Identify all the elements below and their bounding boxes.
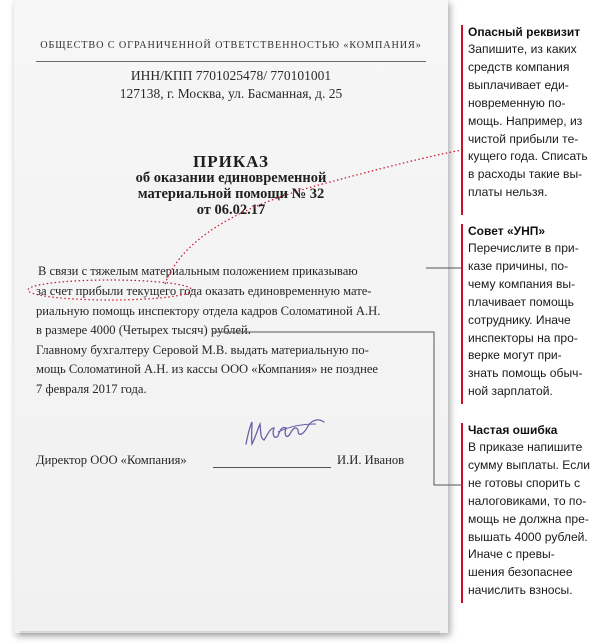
sidebar-note-common-mistake [468, 423, 600, 600]
body-line: за счет прибыли текущего года оказать единовременную мате- [36, 284, 372, 298]
order-document [14, 0, 448, 633]
accent-bar [461, 423, 463, 603]
header-divider [36, 61, 426, 62]
order-subtitle-line: об оказании единовременной [135, 170, 327, 186]
body-line: 7 февраля 2017 года. [36, 382, 147, 396]
signature-name: И.И. Иванов [337, 453, 405, 467]
address-line: 127138, г. Москва, ул. Басманная, д. 25 [119, 86, 343, 101]
order-date: от 06.02.17 [196, 202, 266, 218]
body-line: в размере 4000 (Четырех тысяч) рублей. [36, 323, 251, 337]
sidebar-note-dangerous-requisite [468, 25, 600, 202]
sidebar-note-unp-tip [468, 224, 600, 401]
body-line: Главному бухгалтеру Серовой М.В. выдать материальную по- [36, 343, 369, 357]
signature-position: Директор ООО «Компания» [36, 453, 187, 467]
note-title: Опасный реквизит [468, 25, 581, 39]
signature-image [238, 412, 338, 452]
body-line: риальную помощь инспектору отдела кадров Соломатиной А.Н. [36, 304, 381, 318]
signature-line [213, 467, 331, 468]
note-text: В приказе напишите сумму выплаты. Если не готовы спорить с налоговиками, то по- мощь не должна пре- вышать 4000 рублей. Иначе с превы- шения безопаснее начислить взносы. [468, 440, 591, 598]
accent-bar [461, 25, 463, 215]
order-subtitle-line: материальной помощи № 32 [137, 186, 325, 202]
organization-name: ОБЩЕСТВО С ОГРАНИЧЕННОЙ ОТВЕТСТВЕННОСТЬЮ «КОМПАНИЯ» [40, 40, 422, 51]
body-line: В связи с тяжелым материальным положением приказываю [38, 264, 358, 278]
note-title: Совет «УНП» [468, 224, 546, 238]
order-title: ПРИКАЗ [193, 152, 269, 171]
note-text: Запишите, из каких средств компания выплачивает еди- новременную по- мощь. Например, из чистой прибыли те- кущего года. Списать в расходы такие вы- платы нельзя. [468, 42, 588, 200]
note-title: Частая ошибка [468, 423, 558, 437]
inn-kpp-line: ИНН/КПП 7701025478/ 770101001 [130, 68, 332, 83]
accent-bar [461, 224, 463, 404]
note-text: Перечислите в при- казе причины, по- чему компания вы- плачивает помощь сотруднику. Иначе инспекторы на про- верке могут при- знать помощь обыч- ной зарплатой. [468, 241, 583, 399]
body-line: мощь Соломатиной А.Н. из кассы ООО «Компания» не позднее [36, 362, 379, 376]
